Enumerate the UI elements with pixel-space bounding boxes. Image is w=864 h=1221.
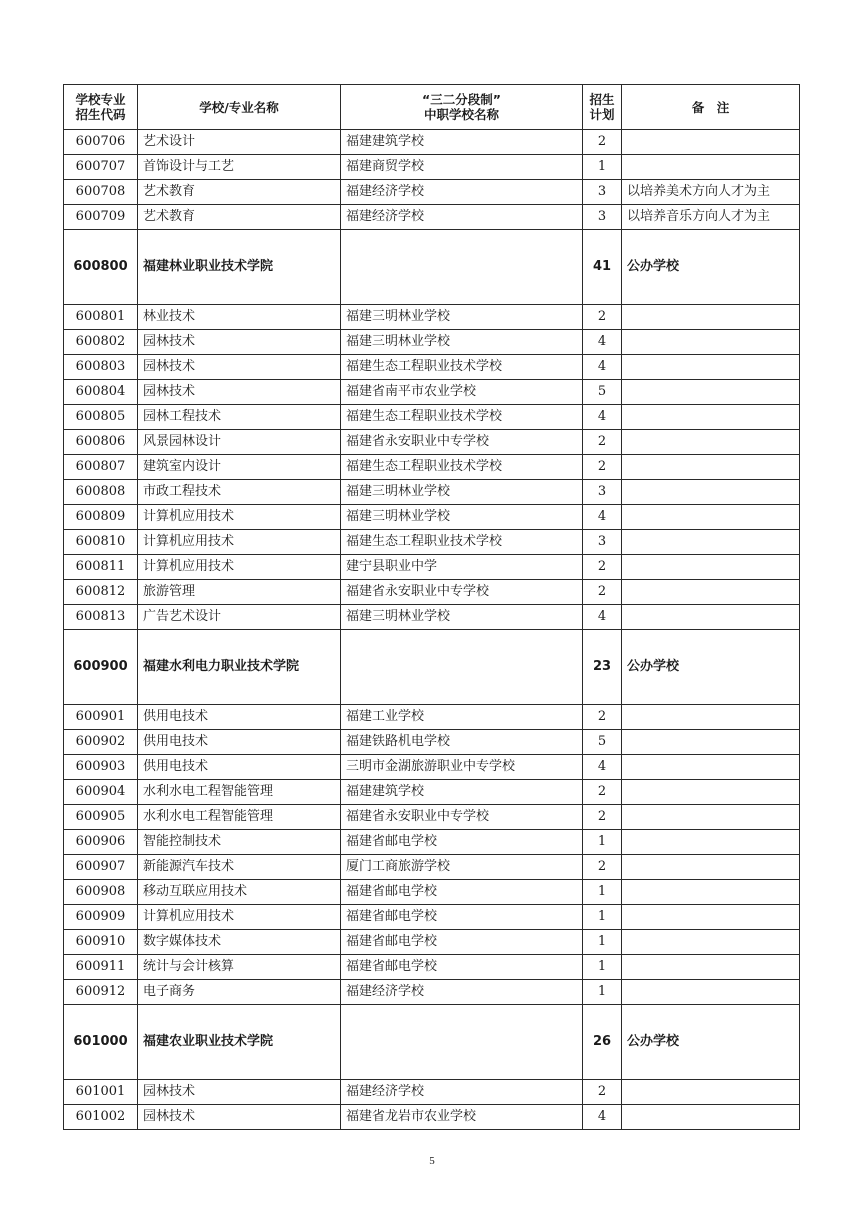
cell-mid-school: 福建生态工程职业技术学校 xyxy=(341,530,583,555)
table-row xyxy=(64,155,800,180)
cell-mid-school: 福建商贸学校 xyxy=(341,155,583,180)
cell-code: 600813 xyxy=(64,605,138,630)
cell-mid-school: 福建生态工程职业技术学校 xyxy=(341,355,583,380)
cell-code: 601000 xyxy=(64,1005,138,1080)
cell-code: 600805 xyxy=(64,405,138,430)
cell-remark xyxy=(622,355,800,380)
cell-mid-school: 三明市金湖旅游职业中专学校 xyxy=(341,755,583,780)
table-row xyxy=(64,830,800,855)
cell-name: 林业技术 xyxy=(138,305,341,330)
table-row xyxy=(64,480,800,505)
table-row xyxy=(64,605,800,630)
cell-code: 600902 xyxy=(64,730,138,755)
cell-mid-school: 福建省永安职业中专学校 xyxy=(341,430,583,455)
cell-name: 福建农业职业技术学院 xyxy=(138,1005,341,1080)
cell-remark xyxy=(622,580,800,605)
cell-plan: 2 xyxy=(583,305,622,330)
cell-name: 市政工程技术 xyxy=(138,480,341,505)
cell-name: 园林技术 xyxy=(138,330,341,355)
table-row xyxy=(64,780,800,805)
cell-remark xyxy=(622,130,800,155)
cell-plan: 3 xyxy=(583,530,622,555)
cell-mid-school: 建宁县职业中学 xyxy=(341,555,583,580)
cell-remark xyxy=(622,930,800,955)
cell-mid-school: 福建三明林业学校 xyxy=(341,505,583,530)
table-row xyxy=(64,205,800,230)
cell-plan: 4 xyxy=(583,505,622,530)
cell-mid-school: 福建生态工程职业技术学校 xyxy=(341,455,583,480)
cell-remark xyxy=(622,905,800,930)
cell-mid-school: 福建省邮电学校 xyxy=(341,830,583,855)
table-row xyxy=(64,180,800,205)
cell-code: 600806 xyxy=(64,430,138,455)
cell-remark xyxy=(622,1105,800,1130)
cell-plan: 2 xyxy=(583,555,622,580)
cell-code: 601002 xyxy=(64,1105,138,1130)
cell-remark xyxy=(622,830,800,855)
cell-plan: 2 xyxy=(583,455,622,480)
cell-plan: 1 xyxy=(583,955,622,980)
cell-name: 供用电技术 xyxy=(138,705,341,730)
cell-name: 艺术教育 xyxy=(138,205,341,230)
cell-mid-school: 福建省邮电学校 xyxy=(341,905,583,930)
cell-name: 计算机应用技术 xyxy=(138,530,341,555)
cell-name: 智能控制技术 xyxy=(138,830,341,855)
cell-remark xyxy=(622,755,800,780)
cell-plan: 4 xyxy=(583,330,622,355)
cell-remark xyxy=(622,805,800,830)
table-row xyxy=(64,580,800,605)
table-body xyxy=(64,130,800,1130)
cell-name: 园林技术 xyxy=(138,1080,341,1105)
cell-name: 统计与会计核算 xyxy=(138,955,341,980)
cell-plan: 4 xyxy=(583,405,622,430)
cell-mid-school: 福建经济学校 xyxy=(341,180,583,205)
cell-mid-school: 福建工业学校 xyxy=(341,705,583,730)
cell-code: 600910 xyxy=(64,930,138,955)
table-row xyxy=(64,905,800,930)
cell-code: 600801 xyxy=(64,305,138,330)
cell-name: 计算机应用技术 xyxy=(138,905,341,930)
cell-mid-school: 福建三明林业学校 xyxy=(341,605,583,630)
cell-code: 600810 xyxy=(64,530,138,555)
cell-plan: 4 xyxy=(583,1105,622,1130)
cell-plan: 1 xyxy=(583,830,622,855)
cell-plan: 2 xyxy=(583,130,622,155)
page-number: 5 xyxy=(429,1155,435,1167)
header-name: 学校/专业名称 xyxy=(138,85,341,130)
cell-mid-school: 厦门工商旅游学校 xyxy=(341,855,583,880)
cell-mid-school: 福建省龙岩市农业学校 xyxy=(341,1105,583,1130)
school-row xyxy=(64,230,800,305)
cell-remark: 公办学校 xyxy=(622,630,800,705)
cell-remark xyxy=(622,330,800,355)
cell-name: 广告艺术设计 xyxy=(138,605,341,630)
cell-remark xyxy=(622,380,800,405)
cell-remark xyxy=(622,430,800,455)
cell-mid-school: 福建省邮电学校 xyxy=(341,955,583,980)
cell-mid-school: 福建经济学校 xyxy=(341,205,583,230)
cell-plan: 1 xyxy=(583,155,622,180)
cell-code: 600907 xyxy=(64,855,138,880)
cell-code: 600808 xyxy=(64,480,138,505)
cell-code: 600909 xyxy=(64,905,138,930)
cell-remark xyxy=(622,730,800,755)
cell-name: 福建林业职业技术学院 xyxy=(138,230,341,305)
table-row xyxy=(64,455,800,480)
cell-plan: 3 xyxy=(583,205,622,230)
cell-mid-school: 福建建筑学校 xyxy=(341,780,583,805)
cell-code: 601001 xyxy=(64,1080,138,1105)
cell-name: 旅游管理 xyxy=(138,580,341,605)
enrollment-table xyxy=(63,84,800,1130)
cell-mid-school xyxy=(341,1005,583,1080)
cell-mid-school: 福建建筑学校 xyxy=(341,130,583,155)
table-row xyxy=(64,530,800,555)
cell-code: 600803 xyxy=(64,355,138,380)
cell-mid-school: 福建经济学校 xyxy=(341,980,583,1005)
cell-remark xyxy=(622,1080,800,1105)
cell-remark xyxy=(622,955,800,980)
cell-mid-school: 福建省永安职业中专学校 xyxy=(341,805,583,830)
cell-remark xyxy=(622,780,800,805)
cell-remark xyxy=(622,555,800,580)
cell-code: 600706 xyxy=(64,130,138,155)
school-row xyxy=(64,630,800,705)
cell-remark xyxy=(622,530,800,555)
table-row xyxy=(64,805,800,830)
cell-mid-school: 福建生态工程职业技术学校 xyxy=(341,405,583,430)
cell-name: 艺术设计 xyxy=(138,130,341,155)
header-mid-school: “三二分段制” 中职学校名称 xyxy=(341,85,583,130)
header-code: 学校专业 招生代码 xyxy=(64,85,138,130)
cell-mid-school: 福建铁路机电学校 xyxy=(341,730,583,755)
cell-plan: 23 xyxy=(583,630,622,705)
cell-plan: 4 xyxy=(583,605,622,630)
cell-plan: 1 xyxy=(583,930,622,955)
cell-code: 600809 xyxy=(64,505,138,530)
cell-plan: 2 xyxy=(583,430,622,455)
cell-remark xyxy=(622,505,800,530)
cell-code: 600911 xyxy=(64,955,138,980)
cell-plan: 5 xyxy=(583,380,622,405)
cell-remark: 以培养美术方向人才为主 xyxy=(622,180,800,205)
cell-plan: 2 xyxy=(583,805,622,830)
cell-code: 600905 xyxy=(64,805,138,830)
cell-code: 600709 xyxy=(64,205,138,230)
cell-code: 600708 xyxy=(64,180,138,205)
cell-remark: 以培养音乐方向人才为主 xyxy=(622,205,800,230)
cell-remark xyxy=(622,455,800,480)
cell-name: 电子商务 xyxy=(138,980,341,1005)
cell-name: 建筑室内设计 xyxy=(138,455,341,480)
cell-plan: 1 xyxy=(583,905,622,930)
cell-name: 园林工程技术 xyxy=(138,405,341,430)
cell-name: 水利水电工程智能管理 xyxy=(138,805,341,830)
table-row xyxy=(64,730,800,755)
cell-plan: 2 xyxy=(583,705,622,730)
cell-code: 600903 xyxy=(64,755,138,780)
cell-remark xyxy=(622,855,800,880)
cell-plan: 5 xyxy=(583,730,622,755)
table-row xyxy=(64,555,800,580)
cell-name: 新能源汽车技术 xyxy=(138,855,341,880)
cell-remark xyxy=(622,605,800,630)
cell-name: 水利水电工程智能管理 xyxy=(138,780,341,805)
cell-remark xyxy=(622,705,800,730)
cell-remark xyxy=(622,980,800,1005)
cell-code: 600807 xyxy=(64,455,138,480)
cell-code: 600707 xyxy=(64,155,138,180)
cell-name: 移动互联应用技术 xyxy=(138,880,341,905)
cell-mid-school xyxy=(341,230,583,305)
cell-plan: 4 xyxy=(583,755,622,780)
table-row xyxy=(64,1080,800,1105)
cell-mid-school: 福建省南平市农业学校 xyxy=(341,380,583,405)
cell-code: 600904 xyxy=(64,780,138,805)
cell-remark: 公办学校 xyxy=(622,1005,800,1080)
table-row xyxy=(64,755,800,780)
cell-remark: 公办学校 xyxy=(622,230,800,305)
cell-code: 600802 xyxy=(64,330,138,355)
cell-mid-school: 福建三明林业学校 xyxy=(341,480,583,505)
table-row xyxy=(64,405,800,430)
cell-mid-school: 福建省邮电学校 xyxy=(341,930,583,955)
cell-name: 风景园林设计 xyxy=(138,430,341,455)
cell-name: 艺术教育 xyxy=(138,180,341,205)
cell-code: 600800 xyxy=(64,230,138,305)
table-row xyxy=(64,505,800,530)
cell-plan: 2 xyxy=(583,780,622,805)
cell-plan: 2 xyxy=(583,855,622,880)
table-row xyxy=(64,1105,800,1130)
table-row xyxy=(64,380,800,405)
cell-name: 计算机应用技术 xyxy=(138,555,341,580)
cell-mid-school: 福建三明林业学校 xyxy=(341,305,583,330)
table-row xyxy=(64,430,800,455)
table-row xyxy=(64,705,800,730)
table-row xyxy=(64,880,800,905)
cell-plan: 3 xyxy=(583,180,622,205)
table-row xyxy=(64,980,800,1005)
cell-code: 600812 xyxy=(64,580,138,605)
cell-mid-school: 福建三明林业学校 xyxy=(341,330,583,355)
cell-name: 福建水利电力职业技术学院 xyxy=(138,630,341,705)
cell-name: 供用电技术 xyxy=(138,755,341,780)
cell-remark xyxy=(622,480,800,505)
cell-plan: 26 xyxy=(583,1005,622,1080)
table-row xyxy=(64,930,800,955)
cell-name: 供用电技术 xyxy=(138,730,341,755)
cell-plan: 41 xyxy=(583,230,622,305)
cell-name: 园林技术 xyxy=(138,1105,341,1130)
table-header-row xyxy=(64,85,800,130)
cell-code: 600912 xyxy=(64,980,138,1005)
cell-code: 600804 xyxy=(64,380,138,405)
table-row xyxy=(64,130,800,155)
table-row xyxy=(64,855,800,880)
cell-remark xyxy=(622,305,800,330)
cell-name: 数字媒体技术 xyxy=(138,930,341,955)
table-row xyxy=(64,355,800,380)
header-plan: 招生 计划 xyxy=(583,85,622,130)
cell-code: 600908 xyxy=(64,880,138,905)
cell-mid-school: 福建经济学校 xyxy=(341,1080,583,1105)
cell-mid-school: 福建省邮电学校 xyxy=(341,880,583,905)
cell-code: 600906 xyxy=(64,830,138,855)
cell-name: 园林技术 xyxy=(138,355,341,380)
cell-name: 计算机应用技术 xyxy=(138,505,341,530)
cell-plan: 1 xyxy=(583,880,622,905)
cell-code: 600811 xyxy=(64,555,138,580)
table-row xyxy=(64,305,800,330)
cell-code: 600900 xyxy=(64,630,138,705)
cell-plan: 1 xyxy=(583,980,622,1005)
cell-code: 600901 xyxy=(64,705,138,730)
cell-mid-school xyxy=(341,630,583,705)
cell-remark xyxy=(622,880,800,905)
cell-name: 首饰设计与工艺 xyxy=(138,155,341,180)
cell-name: 园林技术 xyxy=(138,380,341,405)
cell-plan: 4 xyxy=(583,355,622,380)
cell-mid-school: 福建省永安职业中专学校 xyxy=(341,580,583,605)
header-remark: 备 注 xyxy=(622,85,800,130)
cell-remark xyxy=(622,405,800,430)
cell-remark xyxy=(622,155,800,180)
school-row xyxy=(64,1005,800,1080)
cell-plan: 3 xyxy=(583,480,622,505)
cell-plan: 2 xyxy=(583,580,622,605)
cell-plan: 2 xyxy=(583,1080,622,1105)
table-row xyxy=(64,955,800,980)
table-row xyxy=(64,330,800,355)
